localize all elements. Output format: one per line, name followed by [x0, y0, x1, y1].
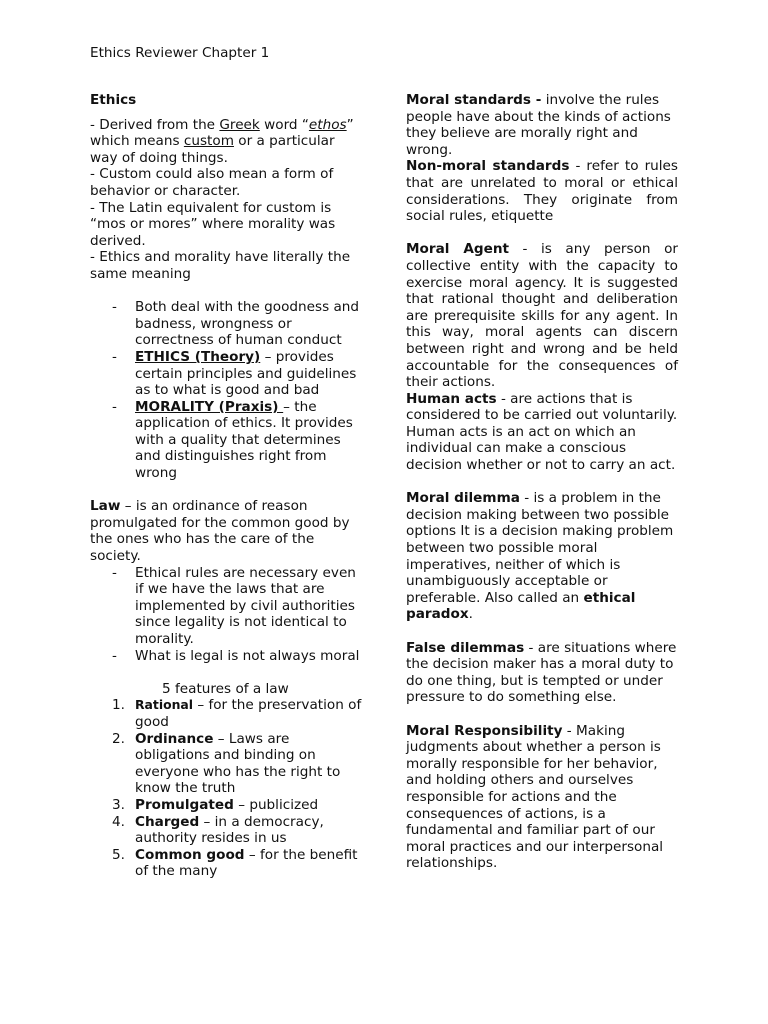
text: . — [468, 606, 473, 623]
definition: involve the rules people have about the kinds of actions they believe are morally right and wrong. — [406, 92, 671, 158]
greek-word: Greek — [219, 116, 260, 133]
item-number: 4. — [112, 813, 125, 830]
human-acts — [406, 391, 678, 474]
list-item — [90, 731, 362, 797]
bullet-text: – provides certain principles and guidelines as to what is good and bad — [135, 348, 357, 399]
list-item — [90, 814, 362, 847]
feature-desc: – publicized — [233, 796, 319, 813]
definition: - are actions that is considered to be carried out voluntarily. Human acts is an act on which an individual can make a conscious decision whether or not to carry an act. — [406, 390, 678, 474]
moral-responsibility — [406, 723, 678, 872]
term: Moral Agent — [406, 241, 510, 258]
term: Non-moral standards — [406, 158, 570, 175]
list-item — [90, 847, 362, 880]
text: or a particular way of doing things. — [90, 133, 335, 166]
feature-desc: – for the benefit of the many — [135, 846, 358, 880]
bullet-text: Both deal with the goodness and badness, wrongness or correctness of human conduct — [135, 299, 360, 349]
item-number: 5. — [112, 846, 125, 863]
feature-term: Charged — [135, 813, 200, 830]
ethical-paradox-term: ethical paradox — [406, 589, 636, 623]
list-item: - Ethical rules are necessary even if we have the laws that are implemented by civil authorities since legality is not identical to morality. — [112, 564, 356, 647]
feature-term: Common good — [135, 846, 245, 863]
term: Human acts — [406, 390, 497, 407]
term: False dilemmas — [406, 639, 525, 656]
list-item — [90, 797, 362, 814]
feature-desc: – Laws are obligations and binding on everyone who has the right to know the truth — [135, 730, 341, 797]
non-moral-standards — [406, 158, 678, 224]
document-header: Ethics Reviewer Chapter 1 — [90, 45, 270, 61]
item-number: 3. — [112, 796, 125, 813]
ethos-word: ethos — [308, 116, 347, 133]
bullet-text: Ethical rules are necessary even if we have the laws that are implemented by civil authorities since legality is not identical to morality. — [135, 564, 356, 647]
ethics-definition — [90, 117, 362, 167]
feature-term: Ordinance — [135, 730, 214, 747]
text: - Derived from the — [90, 116, 220, 133]
ethics-bullets — [90, 299, 362, 482]
left-column — [90, 92, 362, 880]
definition: - refer to rules that are unrelated to moral or ethical considerations. They originate from social rules, etiquette — [406, 158, 679, 225]
feature-desc: – for the preservation of good — [135, 697, 362, 730]
definition: - Making judgments about whether a person is morally responsible for her behavior, and holding others and ourselves responsible for actions and the consequences of actions, is a fundamental and familiar part of our moral practices and our interpersonal relationships. — [406, 722, 664, 872]
custom-word: custom — [183, 133, 234, 150]
latin-equivalent: - The Latin equivalent for custom is “mos or mores” where morality was derived. — [90, 199, 336, 249]
features-list — [90, 697, 362, 880]
law-def: – is an ordinance of reason promulgated for the common good by the ones who has the care of the society. — [90, 498, 350, 565]
definition: - is any person or collective entity with the capacity to exercise moral agency. It is suggested that rational thought and deliberation are prerequisite skills for any agent. In this way, moral agents can discern between right and wrong and be held accountable for the consequences of their actions. — [406, 241, 678, 391]
features-title: 5 features of a law — [162, 680, 289, 697]
definition: - are situations where the decision maker has a moral duty to do one thing, but is tempted or under pressure to do something else. — [406, 639, 677, 706]
term: Moral Responsibility — [406, 722, 563, 739]
moral-standards — [406, 92, 678, 158]
bullet-text: What is legal is not always moral — [135, 647, 360, 664]
item-number: 1. — [112, 697, 125, 714]
list-item: - Both deal with the goodness and badness, wrongness or correctness of human conduct — [112, 299, 360, 349]
text: which means — [90, 133, 184, 150]
feature-term: Rational — [135, 697, 194, 713]
feature-term: Promulgated — [135, 796, 234, 813]
term: Moral standards - — [406, 92, 542, 108]
ethics-heading: Ethics — [90, 92, 137, 108]
list-item: - ETHICS (Theory) – provides certain principles and guidelines as to what is good and bad — [112, 348, 357, 399]
custom-meaning: - Custom could also mean a form of behavior or character. — [90, 166, 334, 199]
list-item: - What is legal is not always moral — [112, 647, 360, 664]
item-number: 2. — [112, 730, 125, 747]
list-item: - MORALITY (Praxis) – the application of ethics. It provides with a quality that determines and distinguishes right from wrong — [112, 398, 353, 482]
text: ” — [346, 116, 354, 133]
law-term: Law — [90, 498, 121, 515]
moral-dilemma — [406, 490, 678, 623]
ethics-morality-same: - Ethics and morality have literally the same meaning — [90, 249, 351, 282]
list-item — [90, 697, 362, 730]
law-definition — [90, 498, 362, 564]
text: word “ — [259, 116, 309, 133]
moral-agent — [406, 241, 678, 390]
feature-desc: – in a democracy, authority resides in us — [135, 813, 324, 847]
definition: - is a problem in the decision making between two possible options It is a decision making problem between two possible moral imperatives, neither of which is unambiguously acceptable or preferable. Also called an — [406, 490, 674, 606]
false-dilemmas — [406, 640, 678, 706]
ethics-theory-term: ETHICS (Theory) — [135, 348, 261, 365]
bullet-text: – the application of ethics. It provides with a quality that determines and distinguishes right from wrong — [135, 398, 353, 482]
term: Moral dilemma — [406, 490, 520, 507]
law-bullets — [90, 565, 362, 665]
right-column — [406, 92, 678, 872]
morality-praxis-term: MORALITY (Praxis) — [135, 398, 284, 415]
